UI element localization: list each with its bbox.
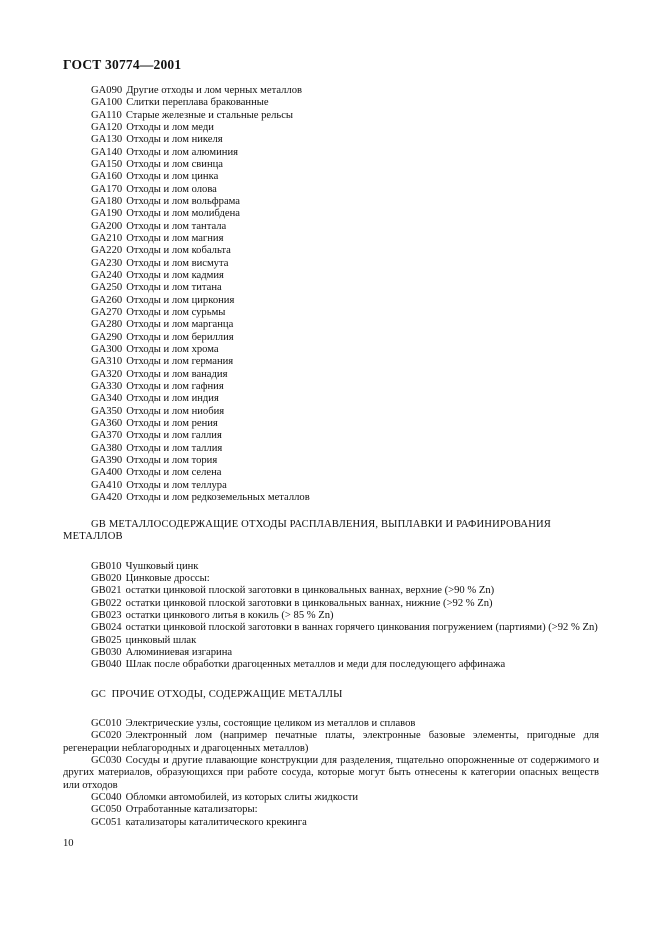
list-item xyxy=(63,282,599,294)
item-code: GA380 xyxy=(91,442,123,454)
item-text: Цинковые дроссы: xyxy=(125,573,210,585)
item-code: GB025 xyxy=(91,634,122,646)
list-item xyxy=(63,406,599,418)
item-code: GA200 xyxy=(91,220,123,232)
item-text: Отходы и лом теллура xyxy=(126,479,227,491)
list-item xyxy=(63,221,599,233)
item-text: Отходы и лом индия xyxy=(126,393,219,405)
item-text: Отходы и лом кадмия xyxy=(126,269,224,281)
list-item xyxy=(63,171,599,183)
item-code: GB030 xyxy=(91,647,122,659)
item-text: Сосуды и другие плавающие конструкции для разделения, тщательно опорожненные от содержимого и других материалов, образующихся при работе сосуда, которые могут быть отнесены к категории опасных веществ или отходов xyxy=(63,755,599,791)
item-code: GA330 xyxy=(91,380,123,392)
list-item xyxy=(63,718,599,730)
item-text: Отходы и лом алюминия xyxy=(126,146,239,158)
item-code: GC010 xyxy=(91,718,122,730)
item-code: GA350 xyxy=(91,405,123,417)
list-item xyxy=(63,598,599,610)
list-item xyxy=(63,467,599,479)
list-item xyxy=(63,85,599,97)
item-text: остатки цинковой плоской заготовки в цинковальных ваннах, нижние (>92 % Zn) xyxy=(125,597,493,609)
item-code: GC050 xyxy=(91,804,122,816)
item-text: Отходы и лом тантала xyxy=(126,220,227,232)
list-item xyxy=(63,418,599,430)
item-text: Отходы и лом ниобия xyxy=(126,405,225,417)
item-text: Отходы и лом гафния xyxy=(126,380,224,392)
list-item xyxy=(63,381,599,393)
page-number: 10 xyxy=(63,838,74,849)
item-text: Отходы и лом марганца xyxy=(126,319,234,331)
item-code: GA300 xyxy=(91,343,123,355)
document-header: ГОСТ 30774—2001 xyxy=(63,57,182,72)
list-item xyxy=(63,610,599,622)
list-item xyxy=(63,97,599,109)
item-code: GC030 xyxy=(91,755,122,767)
item-text: Обломки автомобилей, из которых слиты жидкости xyxy=(125,792,358,804)
list-item xyxy=(63,755,599,792)
item-text: Старые железные и стальные рельсы xyxy=(125,109,294,121)
item-code: GA180 xyxy=(91,195,123,207)
list-item xyxy=(63,196,599,208)
item-text: Отходы и лом бериллия xyxy=(126,331,234,343)
list-item xyxy=(63,585,599,597)
item-code: GA190 xyxy=(91,208,123,220)
list-item xyxy=(63,258,599,270)
item-code: GC051 xyxy=(91,816,122,828)
item-text: остатки цинковой плоской заготовки в цинковальных ваннах, верхние (>90 % Zn) xyxy=(125,585,495,597)
item-code: GA240 xyxy=(91,269,123,281)
item-text: Шлак после обработки драгоценных металлов и меди для последующего аффинажа xyxy=(125,659,506,671)
item-code: GB021 xyxy=(91,585,122,597)
list-item xyxy=(63,622,599,634)
item-text: Отходы и лом титана xyxy=(126,282,222,294)
item-text: Отходы и лом олова xyxy=(126,183,217,195)
item-code: GA160 xyxy=(91,171,123,183)
item-text: Отходы и лом циркония xyxy=(126,294,235,306)
item-text: Чушковый цинк xyxy=(125,560,199,572)
list-item xyxy=(63,455,599,467)
item-text: Отходы и лом тория xyxy=(126,454,218,466)
item-text: Отходы и лом молибдена xyxy=(126,208,240,220)
item-text: Отходы и лом никеля xyxy=(126,134,223,146)
list-item xyxy=(63,492,599,504)
item-text: Отходы и лом хрома xyxy=(126,343,219,355)
item-code: GA150 xyxy=(91,158,123,170)
item-text: Отработанные катализаторы: xyxy=(125,804,258,816)
list-item xyxy=(63,344,599,356)
item-code: GA290 xyxy=(91,331,123,343)
item-code: GA130 xyxy=(91,134,123,146)
item-code: GC040 xyxy=(91,792,122,804)
item-text: Отходы и лом висмута xyxy=(126,257,229,269)
list-item xyxy=(63,573,599,585)
list-item xyxy=(63,110,599,122)
item-code: GA280 xyxy=(91,319,123,331)
item-code: GA140 xyxy=(91,146,123,158)
ga-list xyxy=(63,85,599,504)
item-text: Отходы и лом вольфрама xyxy=(126,195,240,207)
item-text: Отходы и лом селена xyxy=(126,467,222,479)
list-item xyxy=(63,319,599,331)
item-text: Другие отходы и лом черных металлов xyxy=(126,85,303,96)
item-code: GA250 xyxy=(91,282,123,294)
item-text: Отходы и лом таллия xyxy=(126,442,223,454)
item-code: GB040 xyxy=(91,659,122,671)
item-code: GA100 xyxy=(91,97,123,109)
list-item xyxy=(63,647,599,659)
item-code: GA260 xyxy=(91,294,123,306)
item-code: GA390 xyxy=(91,454,123,466)
list-item xyxy=(63,356,599,368)
item-code: GA320 xyxy=(91,368,123,380)
list-item xyxy=(63,635,599,647)
item-text: остатки цинковой плоской заготовки в ваннах горячего цинкования погружением (партиями) (>92 % Zn) xyxy=(125,622,598,634)
item-code: GB010 xyxy=(91,560,122,572)
list-item xyxy=(63,804,599,816)
gc-section-title-text: GC ПРОЧИЕ ОТХОДЫ, СОДЕРЖАЩИЕ МЕТАЛЛЫ xyxy=(91,688,343,700)
list-item xyxy=(63,184,599,196)
item-text: Слитки переплава бракованные xyxy=(126,97,269,109)
item-text: Отходы и лом цинка xyxy=(126,171,219,183)
item-code: GC020 xyxy=(91,730,122,742)
gb-section-title-line1: GB МЕТАЛЛОСОДЕРЖАЩИЕ ОТХОДЫ РАСПЛАВЛЕНИЯ, ВЫПЛАВКИ И РАФИНИРОВАНИЯ xyxy=(91,519,552,531)
list-item xyxy=(63,295,599,307)
item-code: GA400 xyxy=(91,467,123,479)
list-item xyxy=(63,233,599,245)
item-text: Отходы и лом меди xyxy=(126,121,214,133)
item-code: GB020 xyxy=(91,573,122,585)
list-item xyxy=(63,159,599,171)
gc-section-title xyxy=(63,689,599,701)
item-code: GA210 xyxy=(91,232,123,244)
gb-list xyxy=(63,561,599,672)
list-item xyxy=(63,393,599,405)
list-item xyxy=(63,147,599,159)
list-item xyxy=(63,369,599,381)
list-item xyxy=(63,792,599,804)
item-text: Алюминиевая изгарина xyxy=(125,647,233,659)
list-item xyxy=(63,122,599,134)
item-text: Отходы и лом редкоземельных металлов xyxy=(126,491,310,503)
item-code: GA410 xyxy=(91,479,123,491)
item-text: Электронный лом (например печатные платы, электронные базовые элементы, пригодные для регенерации неблагородных и драгоценных металлов) xyxy=(63,730,599,754)
list-item xyxy=(63,332,599,344)
item-text: Отходы и лом сурьмы xyxy=(126,306,226,318)
gb-section-title-cont xyxy=(63,531,599,543)
item-text: Отходы и лом германия xyxy=(126,356,234,368)
item-code: GA370 xyxy=(91,430,123,442)
item-text: Отходы и лом магния xyxy=(126,232,224,244)
gb-section-title-line2: МЕТАЛЛОВ xyxy=(63,531,123,543)
gb-section-title xyxy=(63,519,599,531)
item-text: остатки цинкового литья в кокиль (> 85 % Zn) xyxy=(125,610,334,622)
item-code: GA110 xyxy=(91,109,122,121)
item-code: GA340 xyxy=(91,393,123,405)
item-code: GB023 xyxy=(91,610,122,622)
item-code: GA270 xyxy=(91,306,123,318)
item-code: GA170 xyxy=(91,183,123,195)
item-code: GB022 xyxy=(91,597,122,609)
gc-list xyxy=(63,718,599,829)
list-item xyxy=(63,270,599,282)
item-text: Отходы и лом галлия xyxy=(126,430,222,442)
item-text: Отходы и лом свинца xyxy=(126,158,223,170)
item-code: GA220 xyxy=(91,245,123,257)
item-text: Отходы и лом ванадия xyxy=(126,368,228,380)
list-item xyxy=(63,817,599,829)
item-code: GA310 xyxy=(91,356,123,368)
item-code: GA360 xyxy=(91,417,123,429)
list-item xyxy=(63,480,599,492)
list-item xyxy=(63,430,599,442)
item-text: цинковый шлак xyxy=(125,634,197,646)
list-item xyxy=(63,561,599,573)
item-text: Отходы и лом рения xyxy=(126,417,218,429)
item-code: GA420 xyxy=(91,491,123,503)
item-code: GA120 xyxy=(91,121,123,133)
item-code: GB024 xyxy=(91,622,122,634)
item-text: катализаторы каталитического крекинга xyxy=(125,816,307,828)
item-code: GA230 xyxy=(91,257,123,269)
list-item xyxy=(63,134,599,146)
list-item xyxy=(63,659,599,671)
list-item xyxy=(63,307,599,319)
item-text: Отходы и лом кобальта xyxy=(126,245,231,257)
document-body xyxy=(63,85,599,829)
list-item xyxy=(63,730,599,755)
item-code: GA090 xyxy=(91,85,123,96)
list-item xyxy=(63,443,599,455)
list-item xyxy=(63,208,599,220)
list-item xyxy=(63,245,599,257)
item-text: Электрические узлы, состоящие целиком из металлов и сплавов xyxy=(125,718,416,730)
